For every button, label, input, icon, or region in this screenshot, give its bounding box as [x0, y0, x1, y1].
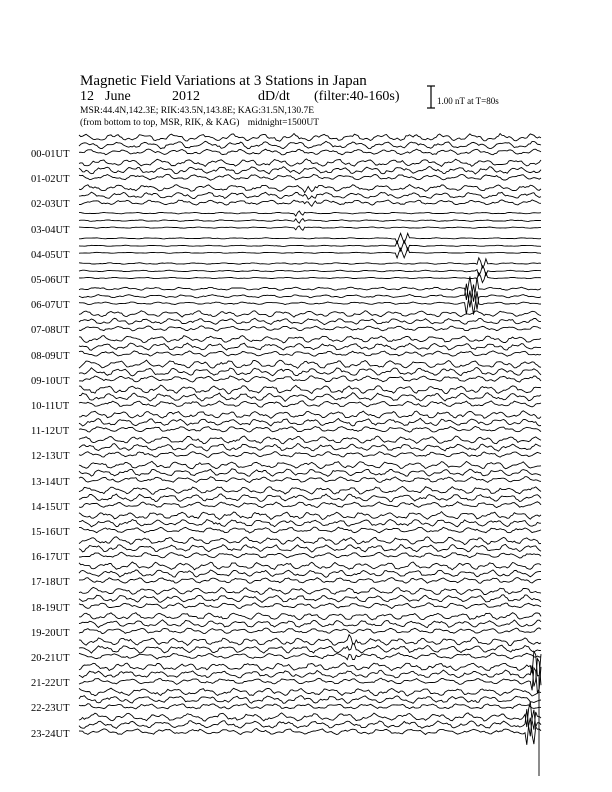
- hour-label: 20-21UT: [31, 653, 70, 664]
- trace-msr: [79, 174, 541, 180]
- trace-rik: [79, 570, 541, 578]
- trace-rik: [79, 141, 541, 148]
- hour-label: 02-03UT: [31, 199, 70, 211]
- trace-rik: [79, 418, 541, 426]
- hour-label: 01-02UT: [31, 174, 70, 186]
- trace-rik: [79, 520, 541, 527]
- hour-label: 00-01UT: [31, 149, 70, 160]
- trace-kag: [79, 461, 541, 468]
- trace-msr: [79, 578, 541, 584]
- trace-kag: [79, 185, 541, 193]
- hour-label: 05-06UT: [31, 275, 70, 286]
- trace-msr: [79, 452, 541, 458]
- trace-rik: [79, 219, 541, 224]
- trace-rik: [79, 469, 541, 477]
- trace-kag: [79, 562, 541, 570]
- trace-msr: [79, 326, 541, 331]
- trace-rik: [79, 167, 541, 175]
- trace-kag: [79, 436, 541, 444]
- trace-kag: [79, 688, 541, 696]
- trace-msr: [79, 200, 541, 206]
- trace-msr: [79, 401, 541, 407]
- hour-label: 23-24UT: [31, 728, 70, 740]
- trace-kag: [79, 211, 541, 216]
- midnight-note: midnight=1500UT: [247, 118, 320, 128]
- hour-label: 15-16UT: [31, 527, 70, 538]
- trace-msr: [79, 502, 541, 508]
- trace-rik: [79, 192, 541, 199]
- trace-rik: [79, 696, 541, 704]
- trace-msr: [79, 628, 541, 634]
- trace-kag: [79, 702, 541, 730]
- quantity-label: dD/dt: [258, 89, 290, 104]
- hour-label: 13-14UT: [31, 476, 70, 488]
- trace-msr: [79, 248, 541, 258]
- hour-label: 08-09UT: [31, 350, 70, 362]
- trace-rik: [79, 266, 541, 276]
- trace-msr: [79, 273, 541, 283]
- chart-title: Magnetic Field Variations at 3 Stations in Japan: [80, 73, 367, 89]
- trace-kag: [79, 336, 541, 343]
- hour-label: 19-20UT: [31, 627, 70, 639]
- hour-label: 10-11UT: [31, 401, 70, 412]
- stations-label: MSR:44.4N,142.3E; RIK:43.5N,143.8E; KAG:31.5N,130.7E: [80, 106, 315, 116]
- trace-msr: [79, 552, 541, 558]
- trace-kag: [79, 134, 541, 142]
- hour-label: 22-23UT: [31, 703, 70, 715]
- trace-kag: [79, 537, 541, 545]
- trace-msr: [79, 603, 541, 609]
- order-note: (from bottom to top, MSR, RIK, & KAG): [80, 118, 240, 128]
- hour-label: 14-15UT: [31, 501, 70, 513]
- trace-rik: [79, 444, 541, 452]
- filter-label: (filter:40-160s): [314, 89, 400, 104]
- trace-kag: [79, 385, 541, 394]
- trace-rik: [79, 368, 541, 376]
- trace-kag: [79, 512, 541, 520]
- hour-label: 03-04UT: [31, 224, 70, 236]
- trace-msr: [79, 667, 541, 693]
- trace-msr: [79, 477, 541, 483]
- date-month: June: [105, 89, 131, 104]
- hour-label: 06-07UT: [31, 300, 70, 312]
- trace-msr: [79, 718, 541, 745]
- hour-label: 21-22UT: [31, 678, 70, 690]
- date-year: 2012: [172, 89, 200, 104]
- trace-kag: [79, 486, 541, 494]
- trace-msr: [79, 704, 541, 709]
- order-line: [80, 118, 319, 128]
- trace-rik: [79, 343, 541, 350]
- trace-msr: [79, 653, 541, 660]
- trace-kag: [79, 159, 541, 167]
- trace-kag: [79, 360, 541, 368]
- hour-label: 12-13UT: [31, 451, 70, 463]
- hour-label: 18-19UT: [31, 602, 70, 614]
- trace-kag: [79, 587, 541, 594]
- trace-msr: [79, 149, 541, 155]
- hour-label: 07-08UT: [31, 325, 70, 337]
- trace-rik: [79, 393, 541, 402]
- trace-rik: [79, 643, 541, 653]
- trace-kag: [79, 311, 541, 317]
- trace-rik: [79, 494, 541, 502]
- trace-rik: [79, 620, 541, 628]
- trace-kag: [79, 233, 541, 243]
- hour-label: 11-12UT: [31, 426, 70, 438]
- trace-msr: [79, 426, 541, 432]
- trace-kag: [79, 411, 541, 419]
- trace-msr: [79, 527, 541, 533]
- trace-rik: [79, 318, 541, 324]
- scale-bar: [427, 86, 435, 108]
- date-day: 12: [80, 89, 94, 104]
- trace-msr: [79, 376, 541, 382]
- hour-label: 09-10UT: [31, 375, 70, 387]
- trace-rik: [79, 544, 541, 552]
- trace-rik: [79, 595, 541, 603]
- trace-msr: [79, 226, 541, 230]
- hour-label: 17-18UT: [31, 577, 70, 589]
- hour-label: 16-17UT: [31, 552, 70, 564]
- trace-kag: [79, 613, 541, 620]
- trace-kag: [79, 635, 541, 646]
- trace-rik: [79, 241, 541, 251]
- trace-kag: [79, 258, 541, 268]
- scale-label: 1.00 nT at T=80s: [437, 96, 499, 106]
- hour-label: 04-05UT: [31, 249, 70, 261]
- trace-group: [79, 134, 541, 777]
- trace-msr: [79, 351, 541, 357]
